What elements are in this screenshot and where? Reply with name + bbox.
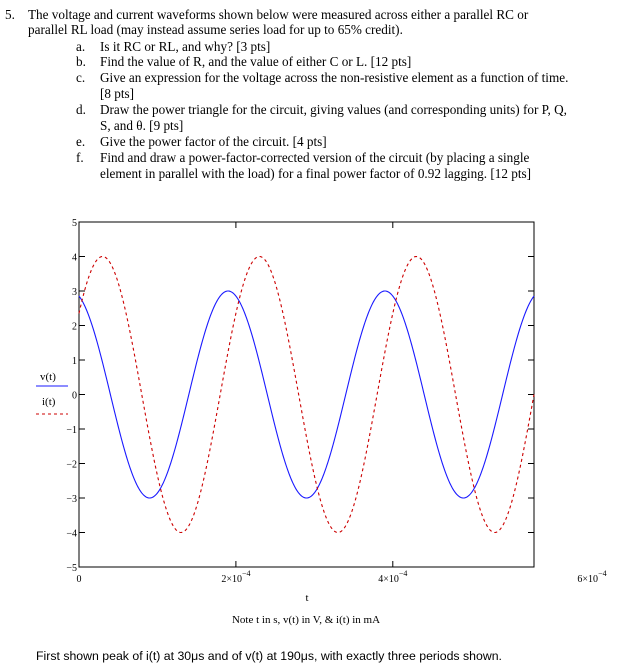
series-voltage-line: [79, 291, 534, 498]
part-letter: f.: [76, 150, 84, 165]
part-letter: e.: [76, 134, 86, 149]
y-tick-label: −1: [66, 425, 77, 436]
y-tick-label: 5: [72, 218, 77, 229]
part-text-cont: [8 pts]: [100, 86, 135, 101]
part-text: Draw the power triangle for the circuit, giving values (and corresponding units) for P, Q,: [100, 102, 567, 117]
x-tick-label: $6\times 10^{-4}$: [577, 569, 607, 585]
series-current-line: [79, 257, 534, 533]
part-text: Find and draw a power-factor-corrected version of the circuit (by placing a single: [100, 150, 530, 165]
y-tick-label: 4: [72, 252, 77, 264]
part-text: Give an expression for the voltage across the non-resistive element as a function of time.: [100, 70, 569, 85]
y-tick-label: −4: [66, 528, 77, 540]
y-tick-label: 0: [72, 390, 77, 402]
y-tick-label: −3: [66, 494, 77, 505]
part-text: Is it RC or RL, and why? [3 pts]: [100, 39, 271, 54]
part-text: Give the power factor of the circuit. [4 pts]: [100, 134, 327, 149]
part-letter: d.: [76, 102, 86, 117]
x-tick-label: $4\times 10^{-4}$: [378, 569, 408, 585]
part-letter: c.: [76, 70, 86, 85]
part-text: Find the value of R, and the value of either C or L. [12 pts]: [100, 54, 412, 69]
x-tick-label: $2\times 10^{-4}$: [221, 569, 251, 585]
y-tick-label: −2: [66, 459, 77, 471]
part-text-cont: S, and θ. [9 pts]: [100, 118, 184, 133]
plot-frame: [79, 222, 534, 567]
curves: [79, 257, 534, 533]
question-number: 5.: [5, 7, 15, 22]
y-label-i: i(t): [42, 396, 56, 408]
units-note: Note t in s, v(t) in V, & i(t) in mA: [231, 614, 381, 626]
part-text-cont: element in parallel with the load) for a final power factor of 0.92 lagging. [12 pts]: [100, 166, 532, 181]
footer-note: First shown peak of i(t) at 30μs and of v(t) at 190μs, with exactly three periods shown.: [36, 649, 502, 663]
y-tick-label: 2: [72, 321, 77, 333]
y-tick-label: 3: [72, 287, 77, 298]
part-letter: b.: [76, 54, 86, 69]
y-tick-label: −5: [66, 563, 77, 574]
y-tick-label: 1: [72, 356, 77, 367]
x-axis-label: t: [305, 592, 309, 604]
y-axis-ticks: [66, 218, 534, 574]
part-letter: a.: [76, 39, 86, 54]
y-label-v: v(t): [40, 371, 56, 383]
x-tick-label: 0: [76, 574, 82, 585]
question-intro-line-2: parallel RL load (may instead assume series load for up to 65% credit).: [28, 22, 403, 37]
question-intro-line-1: The voltage and current waveforms shown below were measured across either a parallel RC or: [28, 7, 529, 22]
